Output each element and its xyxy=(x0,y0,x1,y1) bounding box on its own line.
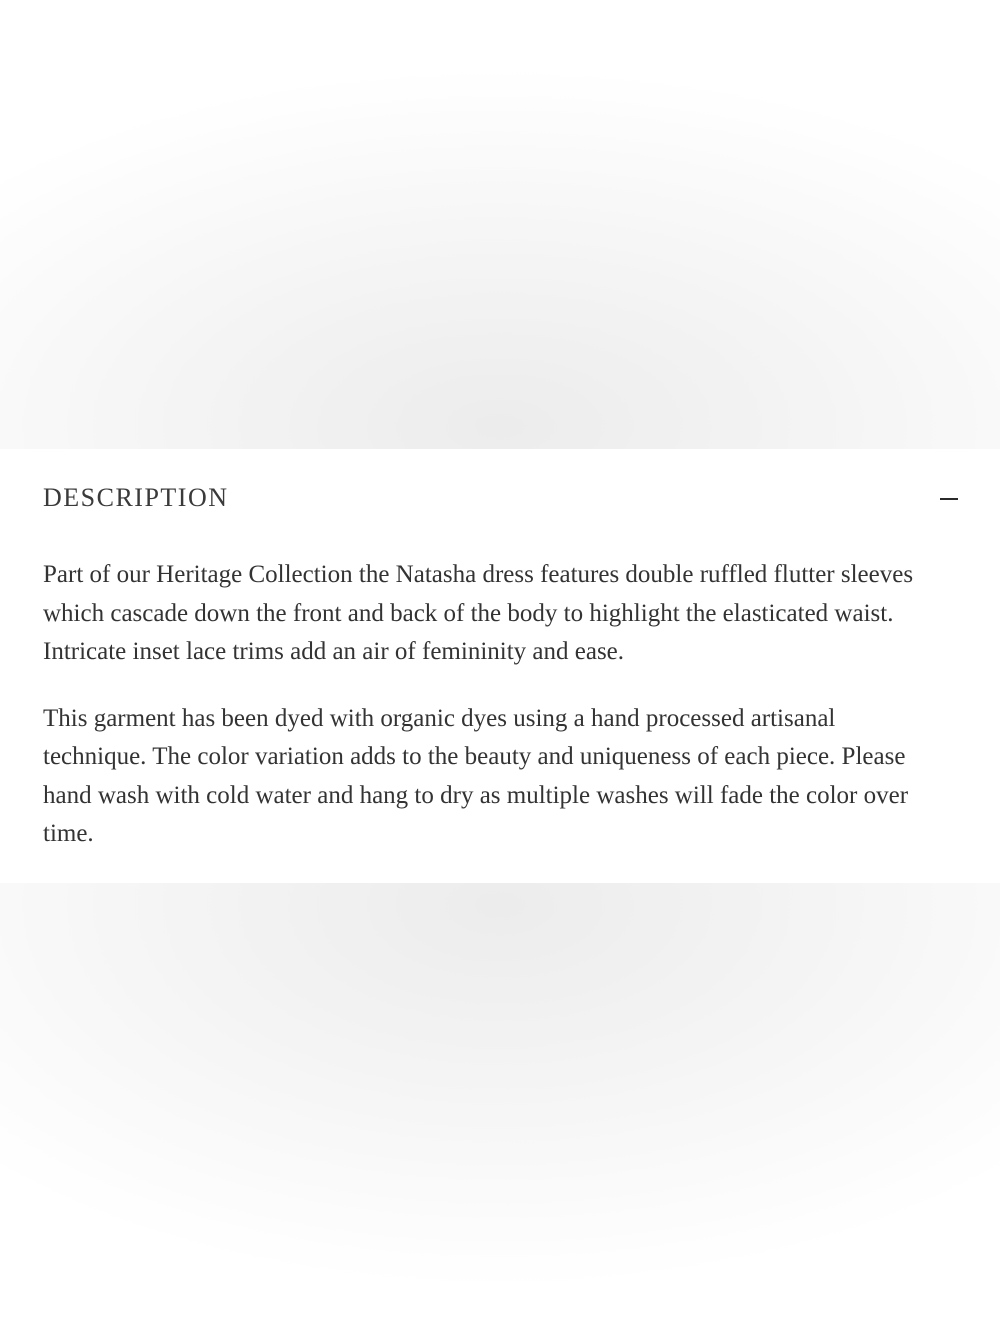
description-accordion-header[interactable] xyxy=(43,481,958,517)
description-paragraph: Part of our Heritage Collection the Natasha dress features double ruffled flutter sleeves which cascade down the front and back of the body to highlight the elasticated waist. Intricate inset lace trims add an air of femininity and ease. xyxy=(43,561,914,665)
description-title: DESCRIPTION xyxy=(43,483,229,512)
description-body xyxy=(43,556,943,882)
description-accordion xyxy=(0,449,1000,883)
description-paragraph: This garment has been dyed with organic dyes using a hand processed artisanal technique. The color variation adds to the beauty and uniqueness of each piece. Please hand wash with cold water and hang to dry as multiple washes will fade the color over time. xyxy=(43,704,909,847)
product-image-placeholder-bottom xyxy=(0,883,1000,1333)
minus-icon[interactable] xyxy=(940,498,958,500)
product-image-placeholder-top xyxy=(0,0,1000,449)
